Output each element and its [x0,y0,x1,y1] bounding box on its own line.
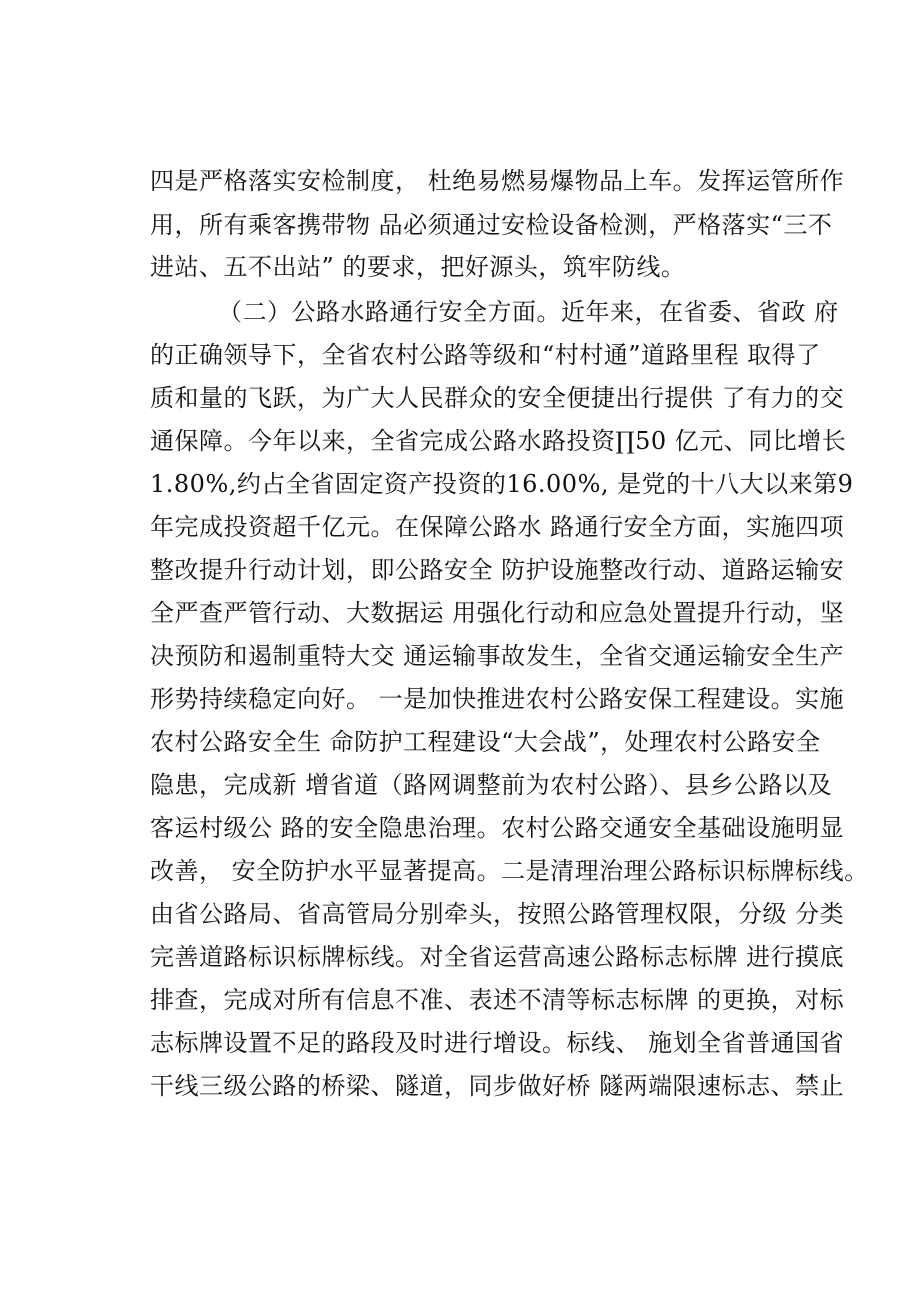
text-line-10: 整改提升行动计划，即公路安全 防护设施整改行动、道路运输安 [150,556,845,584]
section-heading-line: （二）公路水路通行安全方面。近年来，在省委、省政 府 [218,298,839,326]
text-line-3: 进站、五不出站” 的要求，把好源头，筑牢防线。 [150,253,686,281]
text-line-13: 形势持续稳定向好。 一是加快推进农村公路安保工程建设。实施 [150,685,845,713]
text-line-18: 由省公路局、省高管局分别牵头，按照公路管理权限，分级 分类 [150,900,845,928]
text-line-5: 的正确领导下，全省农村公路等级和“村村通”道路里程 取得了 [150,341,821,369]
text-line-14: 农村公路安全生 命防护工程建设“大会战”，处理农村公路安全 [150,728,821,756]
text-line-15: 隐患，完成新 增省道（路网调整前为农村公路）、县乡公路以及 [150,771,833,799]
text-line-22: 干线三级公路的桥梁、隧道，同步做好桥 隧两端限速标志、禁止 [150,1072,845,1100]
text-line-17: 改善， 安全防护水平显著提高。二是清理治理公路标识标牌标线。 [150,857,869,885]
text-line-8: 1.80%,约占全省固定资产投资的16.00%, 是党的十八大以来第9 [150,470,854,498]
text-line-9: 年完成投资超千亿元。在保障公路水 路通行安全方面，实施四项 [150,513,845,541]
text-line-19: 完善道路标识标牌标线。对全省运营高速公路标志标牌 进行摸底 [150,943,845,971]
text-line-7: 通保障。今年以来，全省完成公路水路投资∏50 亿元、同比增长 [150,427,847,455]
text-line-12: 决预防和遏制重特大交 通运输事故发生，全省交通运输安全生产 [150,642,845,670]
text-line-11: 全严查严管行动、大数据运 用强化行动和应急处置提升行动，坚 [150,599,845,627]
text-line-21: 志标牌设置不足的路段及时进行增设。标线、 施划全省普通国省 [150,1029,845,1057]
text-line-16: 客运村级公 路的安全隐患治理。农村公路交通安全基础设施明显 [150,814,845,842]
text-line-1: 四是严格落实安检制度， 杜绝易燃易爆物品上车。发挥运管所作 [150,167,845,195]
text-line-2: 用，所有乘客携带物 品必须通过安检设备检测，严格落实“三不 [150,211,833,239]
text-line-20: 排查，完成对所有信息不准、表述不清等标志标牌 的更换，对标 [150,986,845,1014]
text-line-6: 质和量的飞跃，为广大人民群众的安全便捷出行提供 了有力的交 [150,384,845,412]
